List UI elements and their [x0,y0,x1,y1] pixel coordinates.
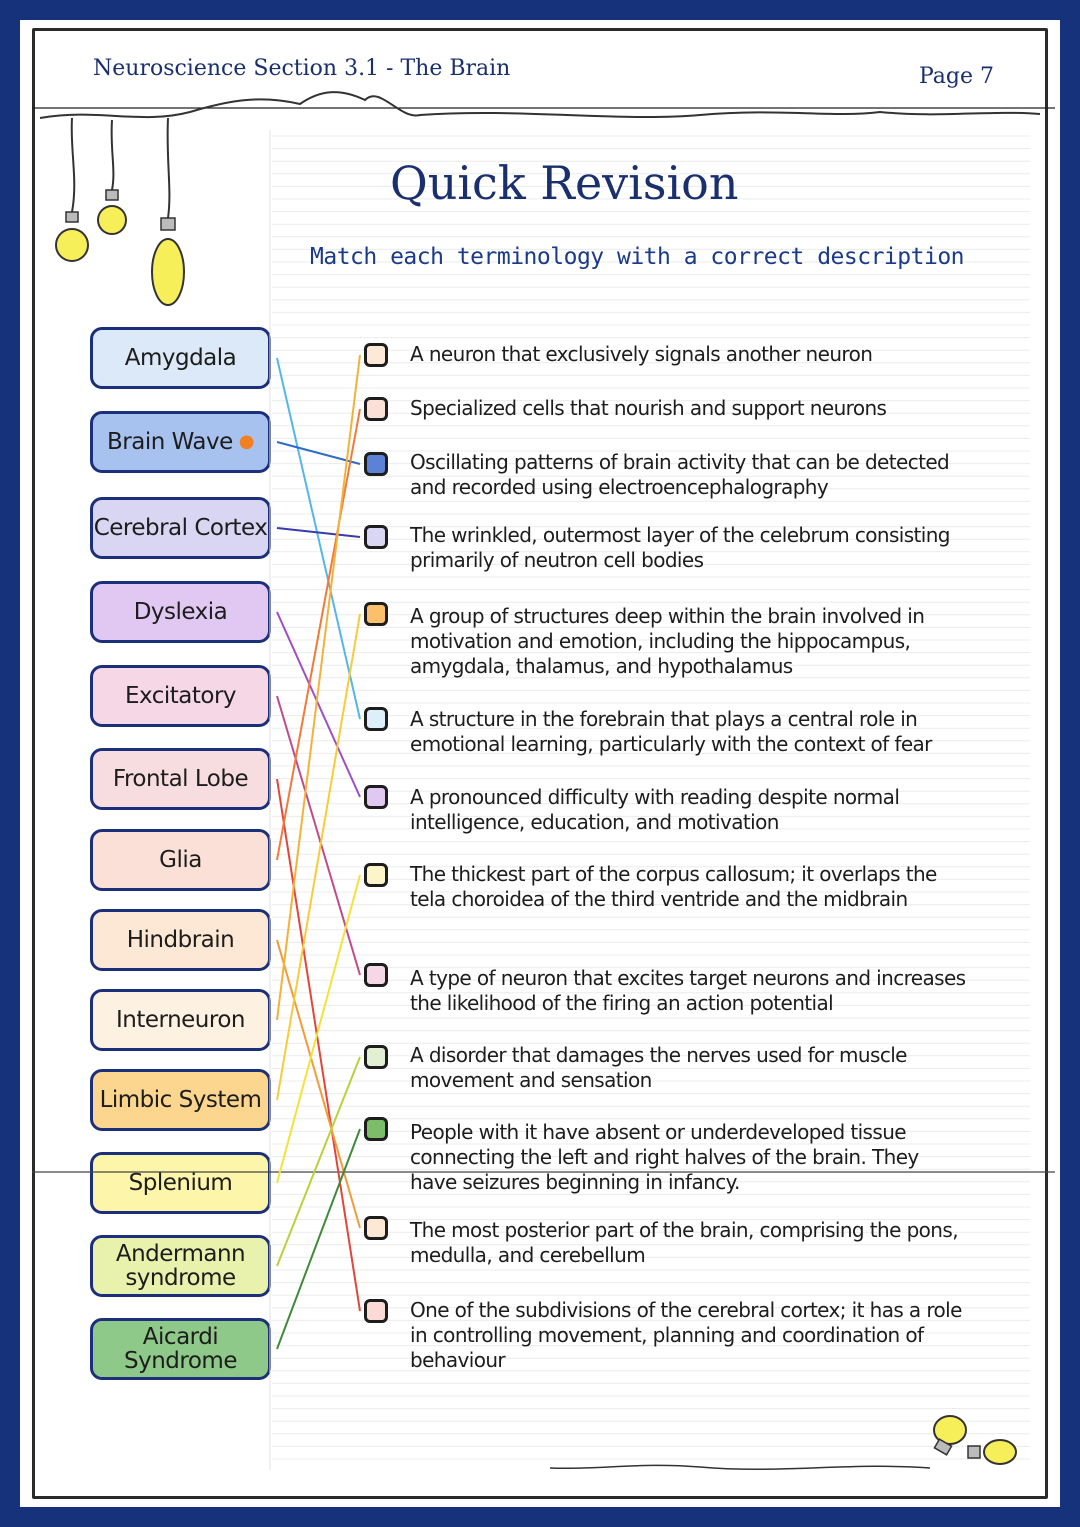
description-13: One of the subdivisions of the cerebral cortex; it has a role in controlling movement, planning and coordination of behaviour [410,1298,962,1372]
lightbulb-icon [968,1440,1016,1464]
description-5: A group of structures deep within the brain involved in motivation and emotion, including the hippocampus, amygdala, thalamus, and hypothalamus [410,604,925,678]
term-label: Amygdala [124,344,237,371]
page-number: Page 7 [918,64,994,89]
match-line [277,696,360,975]
term-label: Andermann syndrome [115,1240,246,1291]
dot-icon: ● [238,430,254,452]
instructions: Match each terminology with a correct description [310,244,965,270]
term-label: Excitatory [124,682,237,709]
term-label: Hindbrain [126,926,235,953]
page-title: Quick Revision [390,156,739,210]
description-11: People with it have absent or underdeveloped tissue connecting the left and right halves of the brain. They have seizures beginning in infancy. [410,1120,919,1194]
description-7: A pronounced difficulty with reading despite normal intelligence, education, and motivation [410,785,900,834]
lightbulb-icon [98,120,126,234]
term-label: Frontal Lobe [112,765,249,792]
term-label: Brain Wave [107,428,233,455]
match-line [277,358,360,719]
description-9: A type of neuron that excites target neurons and increases the likelihood of the firing an action potential [410,966,966,1015]
term-label: Interneuron [116,1006,245,1033]
description-10: A disorder that damages the nerves used for muscle movement and sensation [410,1043,907,1092]
lightbulb-icon [152,118,184,305]
wire-icon [40,92,1040,118]
description-8: The thickest part of the corpus callosum; it overlaps the tela choroidea of the third ventride and the midbrain [410,862,937,911]
section-title: Neuroscience Section 3.1 - The Brain [93,56,511,81]
description-3: Oscillating patterns of brain activity that can be detected and recorded using electroencephalography [410,450,950,499]
description-2: Specialized cells that nourish and support neurons [410,396,887,420]
description-4: The wrinkled, outermost layer of the celebrum consisting primarily of neutron cell bodies [410,523,950,572]
term-label: Glia [159,846,202,873]
term-label: Cerebral Cortex [93,514,268,541]
match-line [277,409,360,860]
term-label: Dyslexia [133,598,228,625]
term-label: Splenium [128,1169,233,1196]
wire-icon [550,1465,930,1469]
description-1: A neuron that exclusively signals another neuron [410,342,873,366]
term-label: Limbic System [99,1086,262,1113]
lightbulb-icon [56,118,88,261]
term-label: Aicardi Syndrome [124,1323,237,1374]
lightbulb-icon [934,1416,966,1455]
description-6: A structure in the forebrain that plays a central role in emotional learning, particularly with the context of fear [410,707,932,756]
description-12: The most posterior part of the brain, comprising the pons, medulla, and cerebellum [410,1218,958,1267]
match-line [277,940,360,1228]
match-lines [277,355,360,1349]
